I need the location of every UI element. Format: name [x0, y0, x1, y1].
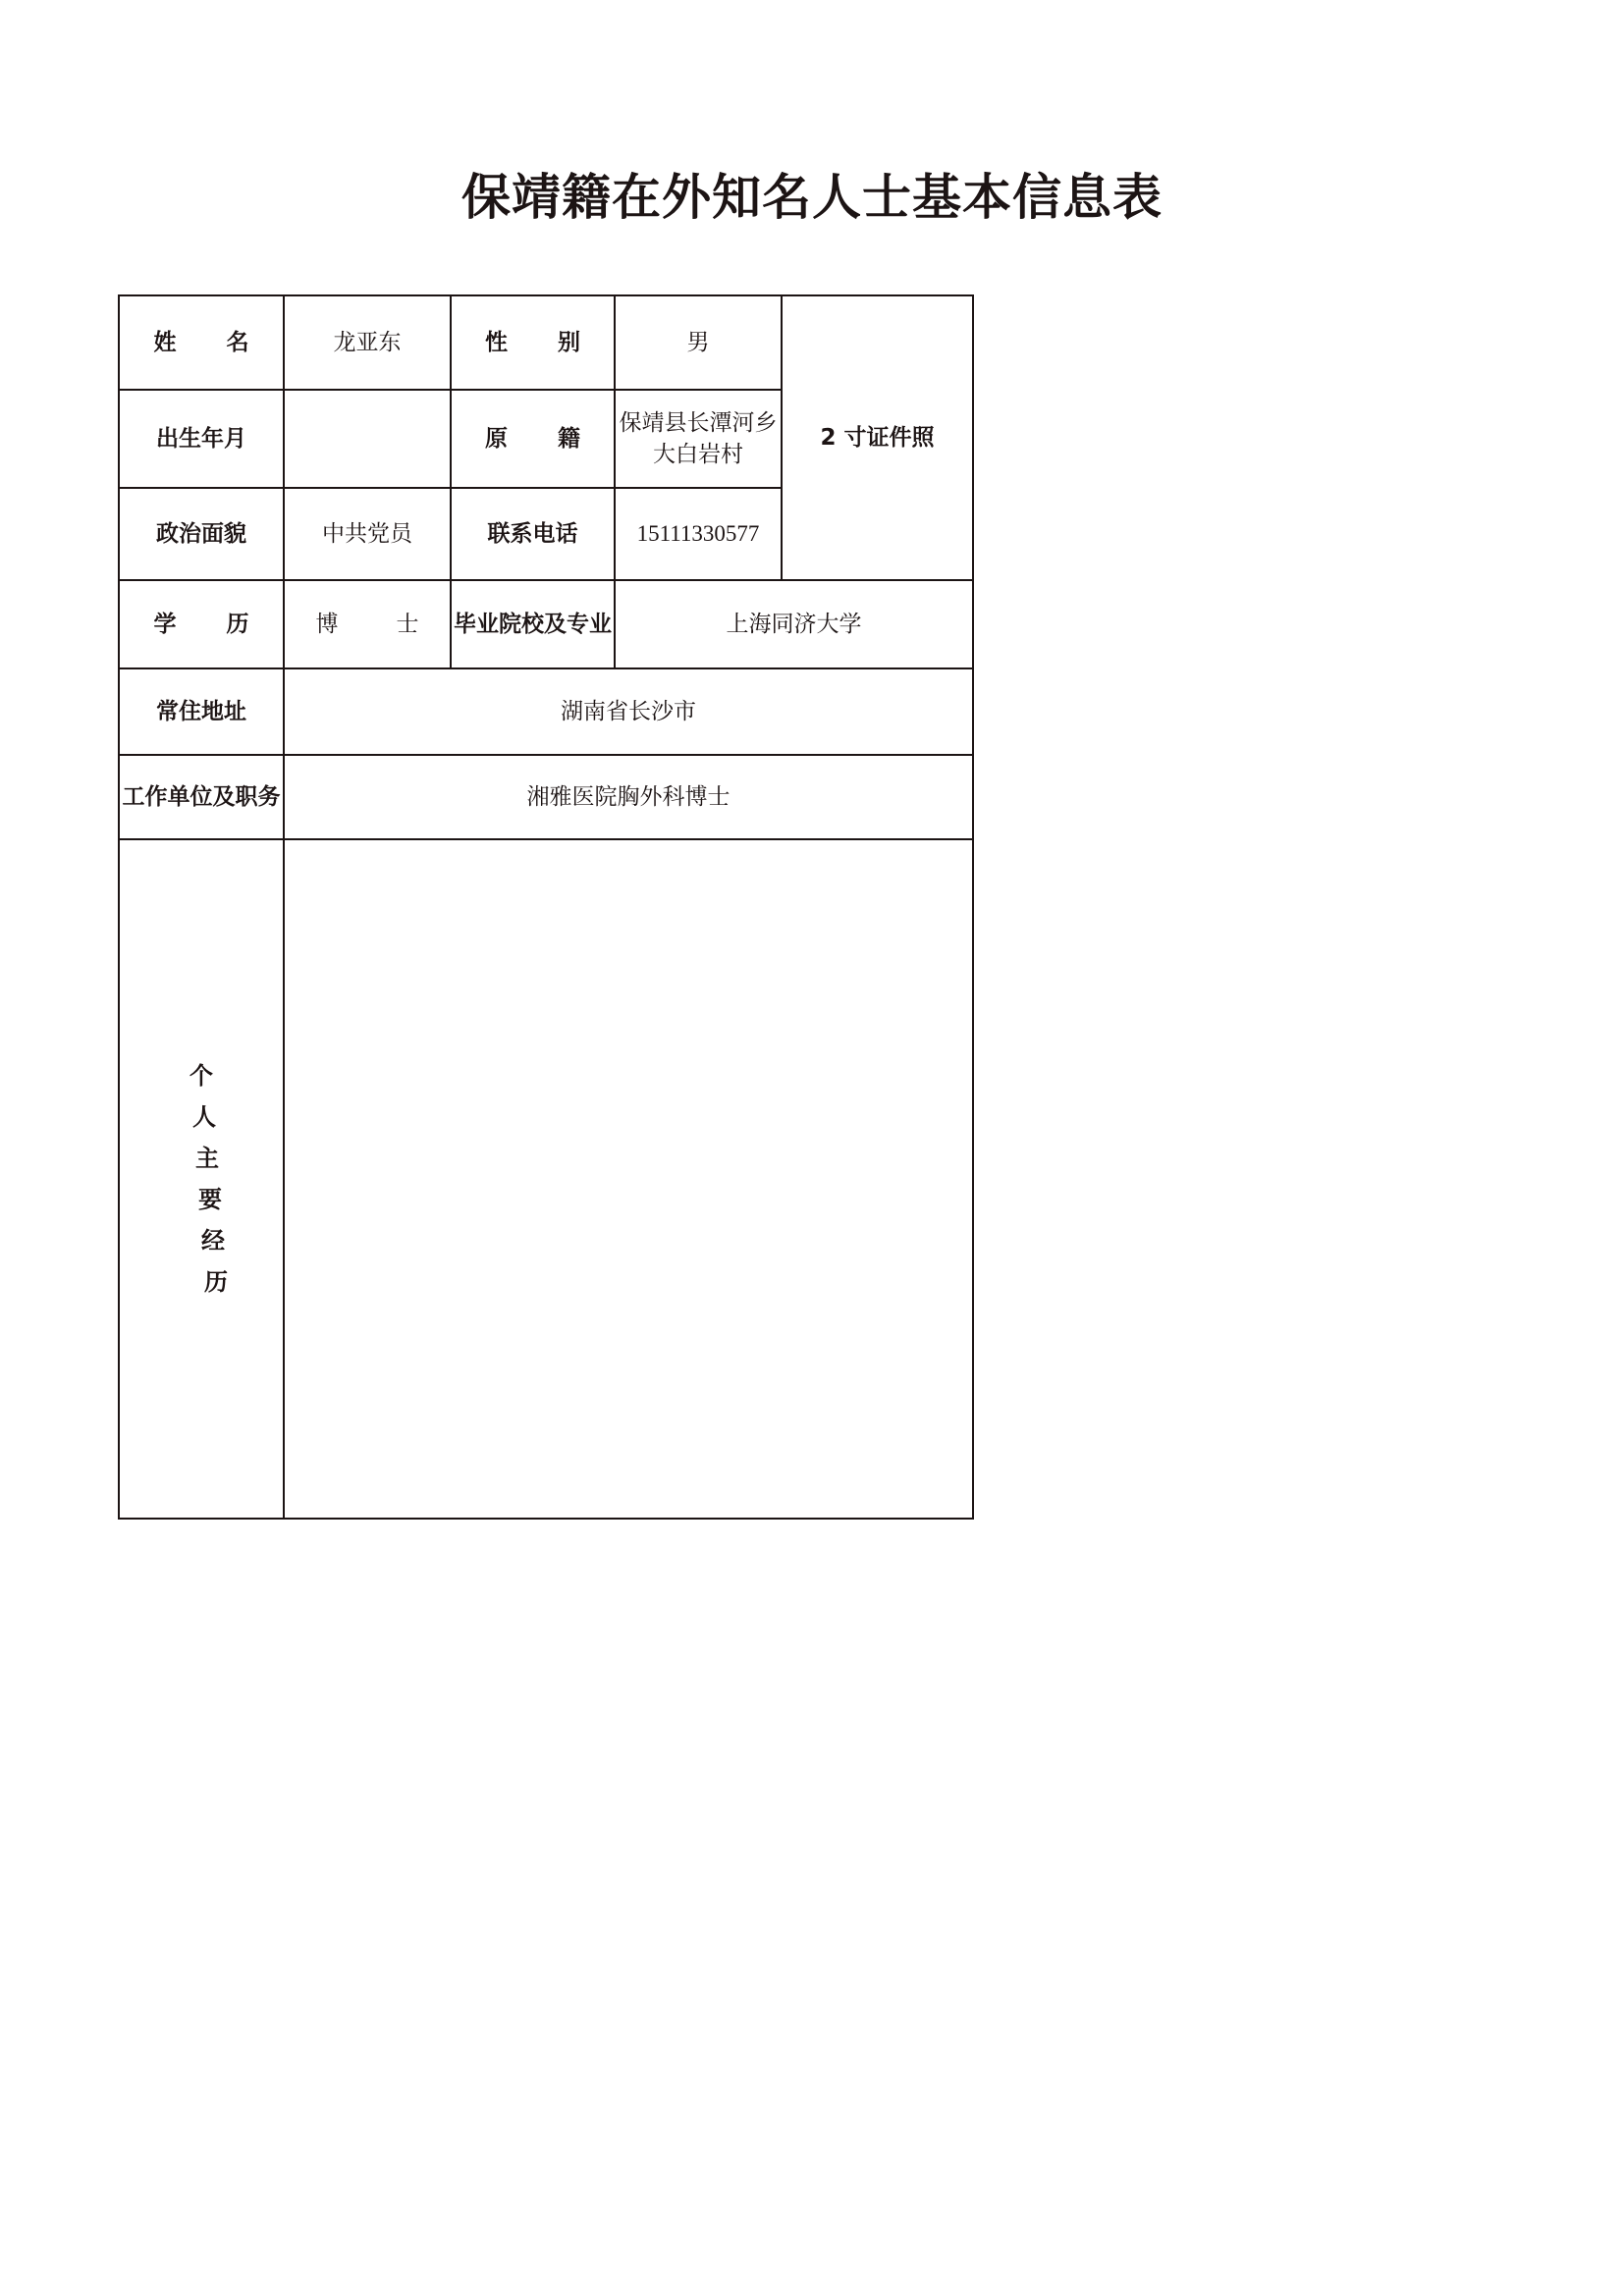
value-gender[interactable]: 男	[615, 295, 782, 390]
table-row	[119, 839, 973, 1519]
label-native-place: 原 籍	[451, 390, 615, 488]
page-title: 保靖籍在外知名人士基本信息表	[461, 168, 1163, 226]
value-name[interactable]: 龙亚东	[284, 295, 451, 390]
table-row	[119, 755, 973, 839]
vertical-label-char: 要	[198, 1186, 222, 1213]
label-residence: 常住地址	[119, 668, 284, 755]
vertical-label-char: 人	[192, 1103, 216, 1131]
photo-placeholder-cell[interactable]: 2 寸证件照	[782, 295, 973, 580]
table-row	[119, 295, 973, 390]
label-name: 姓 名	[119, 295, 284, 390]
person-info-table	[118, 294, 974, 1520]
value-native-place-line2: 大白岩村	[653, 442, 743, 466]
value-school-major[interactable]: 上海同济大学	[615, 580, 973, 668]
vertical-label-char: 个	[189, 1062, 213, 1090]
table-row	[119, 580, 973, 668]
label-personal-experience	[119, 839, 284, 1519]
vertical-label-stack	[120, 840, 283, 1518]
label-phone: 联系电话	[451, 488, 615, 580]
label-birth-date: 出生年月	[119, 390, 284, 488]
vertical-label-char: 历	[204, 1268, 228, 1296]
label-school-major: 毕业院校及专业	[451, 580, 615, 668]
label-gender: 性 别	[451, 295, 615, 390]
label-political-status: 政治面貌	[119, 488, 284, 580]
value-phone[interactable]: 15111330577	[615, 488, 782, 580]
label-education: 学 历	[119, 580, 284, 668]
value-birth-date[interactable]	[284, 390, 451, 488]
vertical-label-char: 主	[195, 1145, 219, 1172]
table-row	[119, 668, 973, 755]
label-work-unit-position: 工作单位及职务	[119, 755, 284, 839]
value-native-place-line1: 保靖县长潭河乡	[619, 410, 778, 435]
vertical-label-char: 经	[201, 1227, 225, 1255]
value-native-place[interactable]	[615, 390, 782, 488]
value-education[interactable]: 博 士	[284, 580, 451, 668]
value-work-unit-position[interactable]: 湘雅医院胸外科博士	[284, 755, 973, 839]
value-personal-experience[interactable]	[284, 839, 973, 1519]
value-political-status[interactable]: 中共党员	[284, 488, 451, 580]
value-residence[interactable]: 湖南省长沙市	[284, 668, 973, 755]
